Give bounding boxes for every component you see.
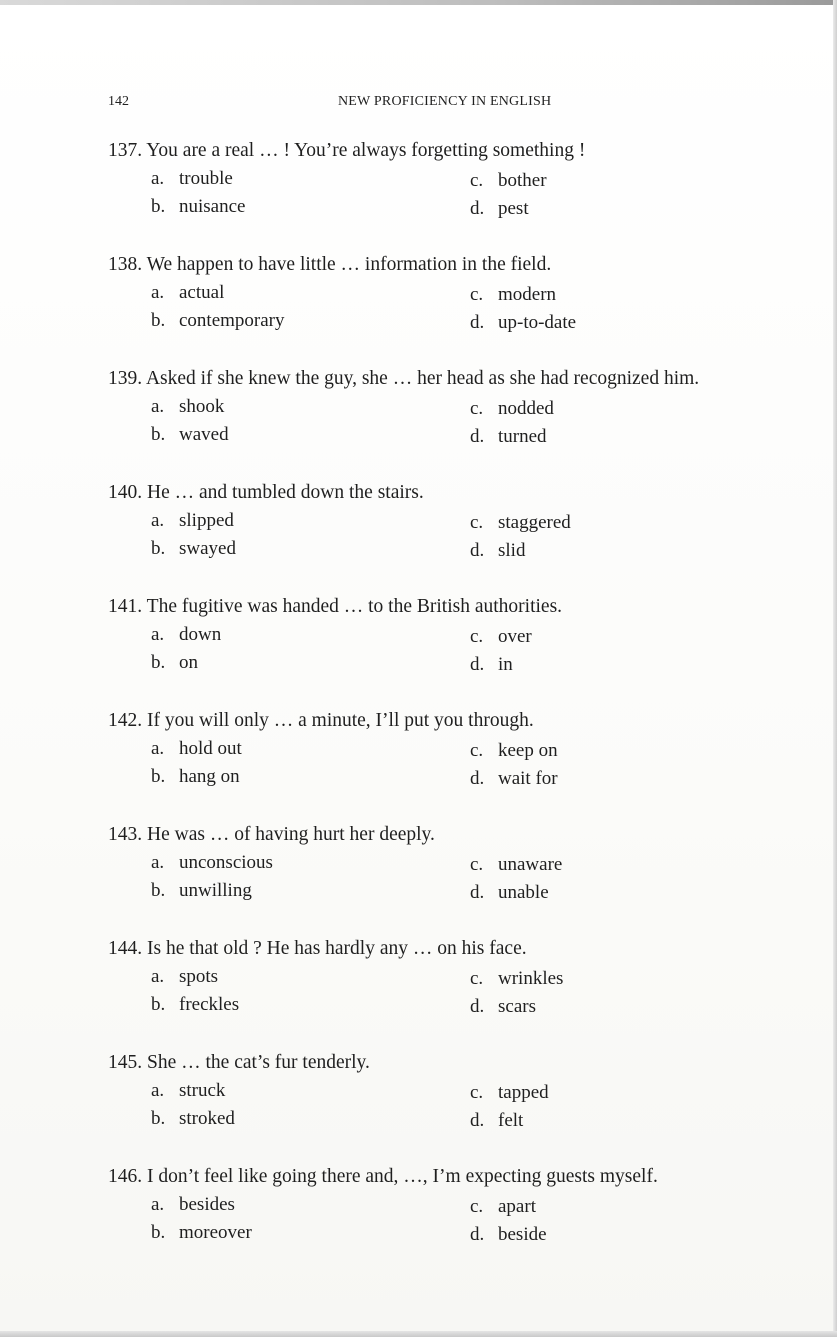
question-text: She … the cat’s fur tenderly. [147, 1052, 370, 1073]
question-text: Asked if she knew the guy, she … her head as she had recognized him. [145, 368, 700, 389]
option-letter: d. [470, 540, 485, 561]
question-stem [108, 936, 820, 962]
option-text: swayed [179, 538, 236, 559]
option-text: unwilling [179, 880, 252, 901]
answer-options [108, 1076, 820, 1136]
option-c [470, 968, 563, 990]
question-text: The fugitive was handed … to the British authorities. [146, 596, 563, 617]
option-text: unconscious [179, 852, 273, 873]
option-c [470, 626, 532, 648]
option-a [151, 1194, 235, 1216]
option-letter: d. [470, 996, 485, 1017]
option-text: scars [498, 996, 536, 1017]
option-d [470, 768, 558, 790]
book-title: NEW PROFICIENCY IN ENGLISH [338, 94, 552, 109]
question-item [108, 822, 820, 936]
option-text: actual [179, 282, 225, 303]
question-stem [108, 1050, 820, 1076]
question-item [108, 480, 820, 594]
answer-options [108, 620, 820, 680]
option-text: nodded [498, 398, 554, 419]
option-c [470, 854, 562, 876]
option-letter: d. [470, 1224, 485, 1245]
option-d [470, 312, 576, 334]
question-item [108, 138, 820, 252]
option-text: unable [498, 882, 549, 903]
question-item [108, 1164, 820, 1278]
option-text: bother [498, 170, 547, 191]
question-number: 138. [108, 254, 143, 275]
option-text: spots [179, 966, 219, 987]
option-letter: d. [470, 426, 485, 447]
option-text: shook [179, 396, 225, 417]
question-number: 139. [108, 368, 143, 389]
option-text: turned [498, 426, 547, 447]
option-letter: a. [151, 282, 165, 303]
question-stem [108, 594, 820, 620]
question-number: 141. [108, 596, 143, 617]
option-b [151, 1108, 235, 1130]
question-text: If you will only … a minute, I’ll put you through. [147, 710, 534, 731]
option-letter: c. [470, 398, 484, 419]
option-text: trouble [179, 168, 233, 189]
option-a [151, 738, 242, 760]
option-letter: b. [151, 1222, 166, 1243]
option-letter: d. [470, 654, 485, 675]
option-b [151, 652, 198, 674]
option-letter: c. [470, 854, 484, 875]
question-stem [108, 708, 820, 734]
option-text: beside [498, 1224, 547, 1245]
option-a [151, 966, 218, 988]
question-text: He was … of having hurt her deeply. [147, 824, 435, 845]
question-text: He … and tumbled down the stairs. [147, 482, 424, 503]
option-letter: b. [151, 994, 166, 1015]
option-text: pest [498, 198, 529, 219]
option-a [151, 168, 233, 190]
option-letter: c. [470, 1196, 484, 1217]
option-d [470, 996, 536, 1018]
option-letter: b. [151, 424, 166, 445]
option-text: modern [498, 284, 557, 305]
answer-options [108, 164, 820, 224]
answer-options [108, 1190, 820, 1250]
page-bottom-edge [0, 1331, 837, 1337]
option-text: slid [498, 540, 526, 561]
option-letter: a. [151, 396, 165, 417]
question-stem [108, 1164, 820, 1190]
question-item [108, 1050, 820, 1164]
option-letter: c. [470, 170, 484, 191]
option-b [151, 424, 229, 446]
option-d [470, 654, 513, 676]
question-item [108, 366, 820, 480]
option-b [151, 994, 239, 1016]
question-item [108, 708, 820, 822]
option-letter: a. [151, 624, 165, 645]
question-number: 137. [108, 140, 143, 161]
answer-options [108, 392, 820, 452]
option-d [470, 426, 547, 448]
option-letter: a. [151, 1080, 165, 1101]
option-a [151, 852, 273, 874]
option-letter: b. [151, 880, 166, 901]
option-letter: d. [470, 768, 485, 789]
option-letter: d. [470, 198, 485, 219]
option-a [151, 1080, 225, 1102]
answer-options [108, 848, 820, 908]
option-letter: a. [151, 966, 165, 987]
option-b [151, 538, 236, 560]
option-text: on [179, 652, 198, 673]
option-text: down [179, 624, 222, 645]
option-d [470, 1110, 523, 1132]
option-b [151, 1222, 252, 1244]
question-number: 146. [108, 1166, 143, 1187]
option-text: hold out [179, 738, 242, 759]
option-a [151, 396, 224, 418]
question-stem [108, 822, 820, 848]
option-text: staggered [498, 512, 571, 533]
option-d [470, 198, 529, 220]
option-c [470, 170, 547, 192]
question-item [108, 594, 820, 708]
option-text: struck [179, 1080, 226, 1101]
option-letter: c. [470, 626, 484, 647]
option-text: slipped [179, 510, 234, 531]
question-stem [108, 252, 820, 278]
option-text: hang on [179, 766, 240, 787]
option-letter: a. [151, 510, 165, 531]
option-text: besides [179, 1194, 235, 1215]
question-number: 140. [108, 482, 143, 503]
option-letter: c. [470, 284, 484, 305]
option-text: stroked [179, 1108, 235, 1129]
option-c [470, 1196, 536, 1218]
question-text: You are a real … ! You’re always forgetting something ! [146, 140, 586, 161]
option-text: keep on [498, 740, 558, 761]
option-d [470, 882, 549, 904]
question-number: 143. [108, 824, 143, 845]
answer-options [108, 278, 820, 338]
page-top-edge [0, 0, 837, 5]
option-text: wrinkles [498, 968, 564, 989]
option-b [151, 196, 245, 218]
option-a [151, 282, 224, 304]
option-c [470, 398, 554, 420]
question-list [108, 138, 820, 1278]
question-stem [108, 366, 820, 392]
question-stem [108, 480, 820, 506]
question-text: Is he that old ? He has hardly any … on his face. [147, 938, 527, 959]
option-letter: c. [470, 740, 484, 761]
option-text: up-to-date [498, 312, 577, 333]
option-text: felt [498, 1110, 524, 1131]
option-a [151, 510, 234, 532]
option-letter: b. [151, 652, 166, 673]
option-letter: b. [151, 310, 166, 331]
option-letter: a. [151, 852, 165, 873]
option-text: nuisance [179, 196, 246, 217]
option-c [470, 740, 558, 762]
option-c [470, 284, 556, 306]
option-text: tapped [498, 1082, 549, 1103]
question-text: We happen to have little … information in the field. [146, 254, 552, 275]
option-c [470, 1082, 549, 1104]
option-text: over [498, 626, 532, 647]
answer-options [108, 962, 820, 1022]
option-d [470, 1224, 547, 1246]
option-text: wait for [498, 768, 558, 789]
option-letter: b. [151, 196, 166, 217]
option-letter: d. [470, 312, 485, 333]
option-text: waved [179, 424, 229, 445]
question-text: I don’t feel like going there and, …, I’m expecting guests myself. [147, 1166, 658, 1187]
question-number: 145. [108, 1052, 143, 1073]
option-letter: a. [151, 738, 165, 759]
question-stem [108, 138, 820, 164]
option-letter: a. [151, 1194, 165, 1215]
option-c [470, 512, 571, 534]
question-item [108, 936, 820, 1050]
option-d [470, 540, 525, 562]
question-item [108, 252, 820, 366]
option-letter: a. [151, 168, 165, 189]
option-letter: d. [470, 882, 485, 903]
option-letter: c. [470, 512, 484, 533]
option-letter: c. [470, 968, 484, 989]
answer-options [108, 734, 820, 794]
option-b [151, 766, 240, 788]
running-head [108, 94, 788, 114]
option-b [151, 310, 285, 332]
option-a [151, 624, 221, 646]
option-text: moreover [179, 1222, 252, 1243]
option-letter: b. [151, 766, 166, 787]
option-letter: b. [151, 538, 166, 559]
option-letter: d. [470, 1110, 485, 1131]
option-letter: b. [151, 1108, 166, 1129]
option-text: contemporary [179, 310, 285, 331]
page-number: 142 [108, 94, 129, 109]
page-right-edge [833, 0, 837, 1337]
option-letter: c. [470, 1082, 484, 1103]
option-text: freckles [179, 994, 240, 1015]
option-text: in [498, 654, 513, 675]
answer-options [108, 506, 820, 566]
option-text: apart [498, 1196, 536, 1217]
question-number: 142. [108, 710, 143, 731]
question-number: 144. [108, 938, 143, 959]
option-text: unaware [498, 854, 563, 875]
option-b [151, 880, 252, 902]
